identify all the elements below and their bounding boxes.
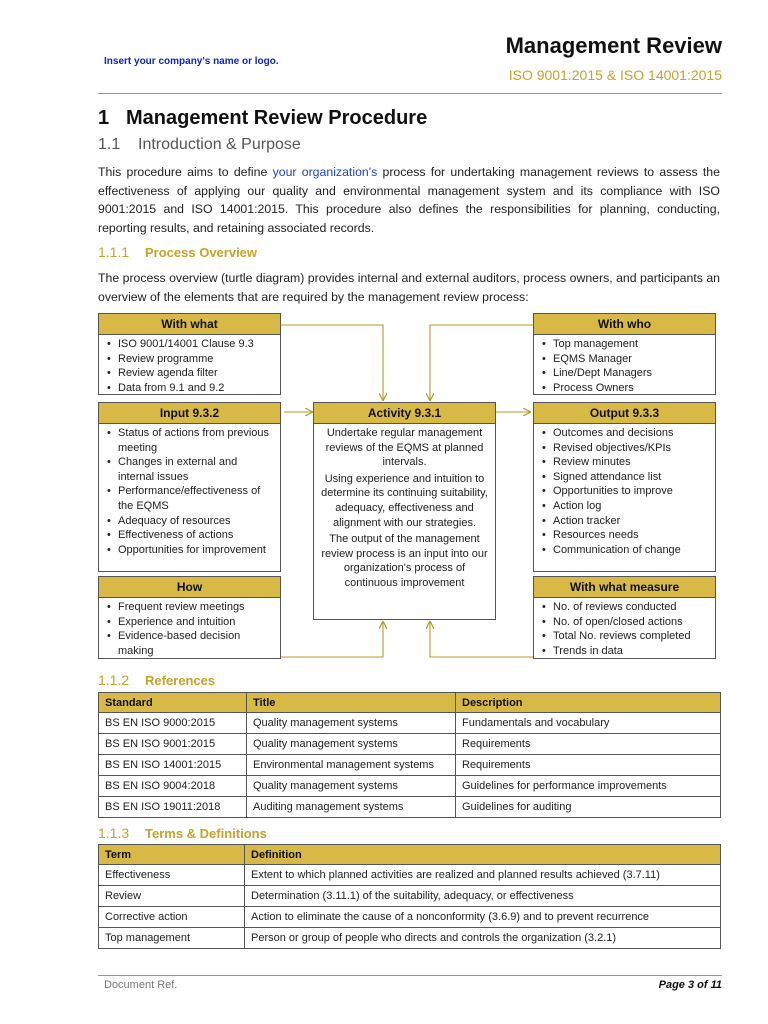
table-cell: Environmental management systems [247, 755, 456, 776]
references-table [98, 692, 721, 818]
table-cell: Auditing management systems [247, 797, 456, 818]
table-header-row [99, 845, 721, 865]
list-item: • Effectiveness of actions [107, 528, 274, 543]
table-cell: BS EN ISO 9004:2018 [99, 776, 247, 797]
how-title: How [99, 577, 280, 598]
list-item: • ISO 9001/14001 Clause 9.3 [107, 337, 274, 352]
list-item: • Outcomes and decisions [542, 426, 709, 441]
input-box [98, 402, 281, 572]
table-cell: Quality management systems [247, 713, 456, 734]
list-item: • Evidence-based decision making [107, 629, 274, 658]
header-divider [98, 93, 722, 94]
table-row [99, 713, 721, 734]
table-cell: Action to eliminate the cause of a nonconformity (3.6.9) and to prevent recurrence [245, 907, 721, 928]
intro-paragraph: This procedure aims to define your organization's process for undertaking management reviews to assess the effectiveness of applying our quality and environmental management system and its compliance with ISO 9001:2015 and ISO 14001:2015. This procedure also defines the responsibilities for planning, conducting, reporting results, and retaining associated records. [98, 165, 720, 235]
table-cell: Corrective action [99, 907, 245, 928]
document-subtitle: ISO 9001:2015 & ISO 14001:2015 [508, 67, 722, 83]
with-what-title: With what [99, 314, 280, 335]
list-item: • Line/Dept Managers [542, 366, 709, 381]
table-row [99, 907, 721, 928]
with-what-measure-title: With what measure [534, 577, 715, 598]
list-item: • No. of open/closed actions [542, 615, 709, 630]
list-item: • Review agenda filter [107, 366, 274, 381]
table-cell: Guidelines for performance improvements [456, 776, 721, 797]
list-item: • Performance/effectiveness of the EQMS [107, 484, 274, 513]
list-item: • No. of reviews conducted [542, 600, 709, 615]
table-cell: Guidelines for auditing [456, 797, 721, 818]
table-row [99, 755, 721, 776]
list-item: • Trends in data [542, 644, 709, 659]
footer-divider [98, 975, 722, 976]
list-item: • Opportunities to improve [542, 484, 709, 499]
list-item: • Experience and intuition [107, 615, 274, 630]
list-item: • Revised objectives/KPIs [542, 441, 709, 456]
output-title: Output 9.3.3 [534, 403, 715, 424]
with-who-box [533, 313, 716, 395]
list-item: • Review minutes [542, 455, 709, 470]
with-who-title: With who [534, 314, 715, 335]
list-item: • Frequent review meetings [107, 600, 274, 615]
list-item: • Resources needs [542, 528, 709, 543]
table-cell: Fundamentals and vocabulary [456, 713, 721, 734]
activity-line: The output of the management review process is an input into our organization's process of continuous improvement [321, 533, 488, 589]
table-cell: Requirements [456, 755, 721, 776]
table-cell: Review [99, 886, 245, 907]
table-row [99, 865, 721, 886]
list-item: • Action tracker [542, 514, 709, 529]
activity-line: Undertake regular management reviews of the EQMS at planned intervals. [325, 427, 484, 469]
output-box [533, 402, 716, 572]
table-cell: Extent to which planned activities are realized and planned results achieved (3.7.11) [245, 865, 721, 886]
section-heading-1: 1 Management Review Procedure [98, 107, 428, 129]
table-cell: BS EN ISO 14001:2015 [99, 755, 247, 776]
list-item: • Communication of change [542, 543, 709, 558]
list-item: • Review programme [107, 352, 274, 367]
table-cell: Determination (3.11.1) of the suitability, adequacy, or effectiveness [245, 886, 721, 907]
table-cell: Quality management systems [247, 776, 456, 797]
section-heading-1-1-1: 1.1.1 Process Overview [98, 244, 258, 260]
table-cell: Effectiveness [99, 865, 245, 886]
column-header: Title [247, 693, 456, 713]
table-cell: BS EN ISO 9001:2015 [99, 734, 247, 755]
page-number: Page 3 of 11 [658, 979, 722, 991]
activity-box [313, 402, 496, 620]
input-title: Input 9.3.2 [99, 403, 280, 424]
column-header: Definition [245, 845, 721, 865]
table-row [99, 886, 721, 907]
table-cell: BS EN ISO 19011:2018 [99, 797, 247, 818]
how-box [98, 576, 281, 659]
table-row [99, 797, 721, 818]
column-header: Description [456, 693, 721, 713]
list-item: • Status of actions from previous meeting [107, 426, 274, 455]
table-row [99, 776, 721, 797]
table-cell: Quality management systems [247, 734, 456, 755]
list-item: • Top management [542, 337, 709, 352]
organization-placeholder: your organization's [272, 165, 378, 179]
list-item: • Changes in external and internal issues [107, 455, 274, 484]
table-cell: Person or group of people who directs and controls the organization (3.2.1) [245, 928, 721, 949]
list-item: • Opportunities for improvement [107, 543, 274, 558]
table-cell: Requirements [456, 734, 721, 755]
list-item: • Action log [542, 499, 709, 514]
activity-title: Activity 9.3.1 [314, 403, 495, 424]
with-what-box [98, 313, 281, 395]
list-item: • Process Owners [542, 381, 709, 396]
list-item: • Total No. reviews completed [542, 629, 709, 644]
document-reference: Document Ref. [104, 979, 178, 991]
list-item: • Signed attendance list [542, 470, 709, 485]
list-item: • Adequacy of resources [107, 514, 274, 529]
with-what-measure-box [533, 576, 716, 659]
list-item: • EQMS Manager [542, 352, 709, 367]
table-row [99, 734, 721, 755]
section-heading-1-1-2: 1.1.2 References [98, 672, 216, 688]
column-header: Standard [99, 693, 247, 713]
activity-line: Using experience and intuition to determine its continuing suitability, adequacy, effectiveness and alignment with our strategies. [321, 472, 488, 529]
document-title: Management Review [505, 33, 722, 58]
table-cell: BS EN ISO 9000:2015 [99, 713, 247, 734]
table-header-row [99, 693, 721, 713]
table-row [99, 928, 721, 949]
section-heading-1-1: 1.1 Introduction & Purpose [98, 136, 301, 153]
overview-paragraph: The process overview (turtle diagram) provides internal and external auditors, process owners, and participants an overview of the elements that are required by the management review process: [98, 271, 720, 304]
column-header: Term [99, 845, 245, 865]
company-logo-placeholder: Insert your company's name or logo. [104, 56, 279, 67]
section-heading-1-1-3: 1.1.3 Terms & Definitions [98, 825, 267, 841]
terms-table [98, 844, 721, 949]
list-item: • Data from 9.1 and 9.2 [107, 381, 274, 396]
table-cell: Top management [99, 928, 245, 949]
